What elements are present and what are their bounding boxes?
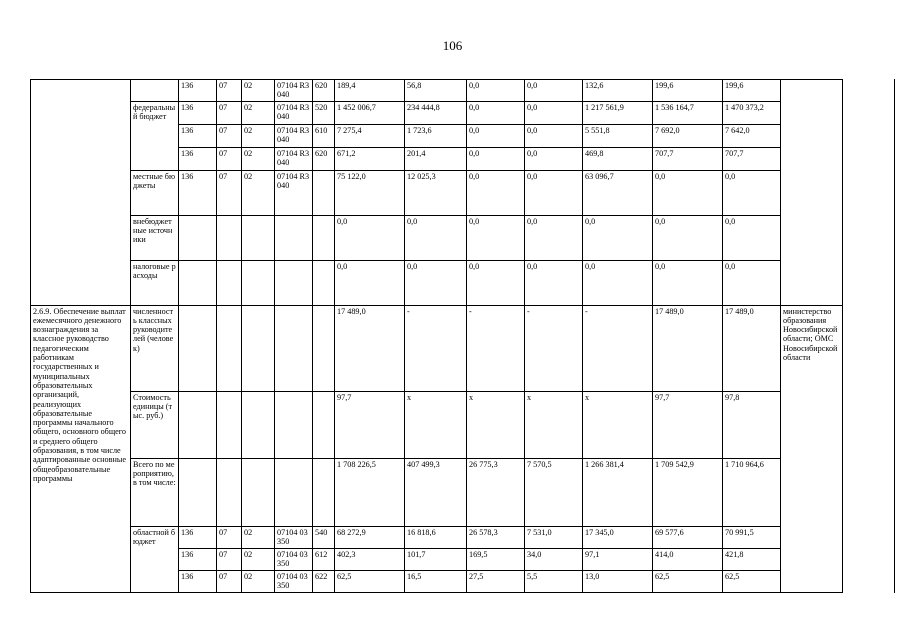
grbs-code <box>179 215 217 260</box>
value-cell: 63 096,7 <box>583 170 653 215</box>
value-cell: 0,0 <box>525 80 583 102</box>
vr-code: 520 <box>313 101 335 124</box>
value-cell: 1 709 542,9 <box>653 458 723 526</box>
value-cell: - <box>467 305 525 391</box>
vr-code <box>313 391 335 458</box>
csr-code <box>275 391 313 458</box>
value-cell: 5 551,8 <box>583 124 653 147</box>
value-cell: 407 499,3 <box>405 458 467 526</box>
table-row <box>31 80 895 102</box>
value-cell: 1 217 561,9 <box>583 101 653 124</box>
value-cell: 132,6 <box>583 80 653 102</box>
vr-code: 622 <box>313 570 335 592</box>
rz-code: 07 <box>217 101 242 124</box>
value-cell: 97,8 <box>723 391 781 458</box>
vr-code: 610 <box>313 124 335 147</box>
value-cell: 13,0 <box>583 570 653 592</box>
grbs-code: 136 <box>179 526 217 548</box>
csr-code <box>275 458 313 526</box>
pr-code: 02 <box>242 570 275 592</box>
budget-table <box>30 79 895 593</box>
value-cell: 402,3 <box>335 548 405 570</box>
value-cell: 16,5 <box>405 570 467 592</box>
rz-code <box>217 260 242 305</box>
executor-cell-empty <box>781 80 843 306</box>
vr-code <box>313 305 335 391</box>
grbs-code <box>179 305 217 391</box>
vr-code: 612 <box>313 548 335 570</box>
value-cell: 69 577,6 <box>653 526 723 548</box>
rz-code: 07 <box>217 570 242 592</box>
value-cell: 7 275,4 <box>335 124 405 147</box>
value-cell: 56,8 <box>405 80 467 102</box>
value-cell: 97,7 <box>653 391 723 458</box>
grbs-code: 136 <box>179 147 217 170</box>
executor-text: министерство образования Новосибирской области; ОМС Новосибирской области <box>781 305 843 592</box>
value-cell: 17 345,0 <box>583 526 653 548</box>
table-row <box>31 458 895 526</box>
value-cell: 421,8 <box>723 548 781 570</box>
value-cell: 5,5 <box>525 570 583 592</box>
pr-code: 02 <box>242 80 275 102</box>
event-cell-empty <box>31 80 131 306</box>
vr-code <box>313 170 335 215</box>
value-cell: 68 272,9 <box>335 526 405 548</box>
rz-code <box>217 215 242 260</box>
rz-code <box>217 458 242 526</box>
table-row <box>31 526 895 548</box>
csr-code: 07104 03350 <box>275 526 313 548</box>
value-cell: 0,0 <box>583 215 653 260</box>
csr-code: 07104 R3040 <box>275 101 313 124</box>
page-number: 106 <box>442 38 463 53</box>
value-cell: 62,5 <box>723 570 781 592</box>
csr-code <box>275 215 313 260</box>
value-cell: х <box>583 391 653 458</box>
source-label: численность классных руководителей (человек) <box>131 305 179 391</box>
value-cell: 70 991,5 <box>723 526 781 548</box>
table-row <box>31 170 895 215</box>
grbs-code <box>179 260 217 305</box>
csr-code: 07104 R3040 <box>275 147 313 170</box>
value-cell: 0,0 <box>467 101 525 124</box>
value-cell: 414,0 <box>653 548 723 570</box>
value-cell: 199,6 <box>653 80 723 102</box>
value-cell: 1 710 964,6 <box>723 458 781 526</box>
value-cell: 97,7 <box>335 391 405 458</box>
vr-code <box>313 260 335 305</box>
value-cell: 26 775,3 <box>467 458 525 526</box>
rz-code: 07 <box>217 548 242 570</box>
pr-code: 02 <box>242 124 275 147</box>
source-label: внебюджетные источники <box>131 215 179 260</box>
value-cell: 0,0 <box>723 215 781 260</box>
value-cell: 707,7 <box>653 147 723 170</box>
grbs-code: 136 <box>179 570 217 592</box>
source-label: Стоимость единицы (тыс. руб.) <box>131 391 179 458</box>
value-cell: 12 025,3 <box>405 170 467 215</box>
value-cell: 201,4 <box>405 147 467 170</box>
value-cell: 62,5 <box>335 570 405 592</box>
value-cell: 1 708 226,5 <box>335 458 405 526</box>
grbs-code: 136 <box>179 80 217 102</box>
value-cell: - <box>583 305 653 391</box>
csr-code: 07104 R3040 <box>275 124 313 147</box>
pr-code <box>242 391 275 458</box>
value-cell: 16 818,6 <box>405 526 467 548</box>
table-row <box>31 260 895 305</box>
value-cell: 199,6 <box>723 80 781 102</box>
value-cell: 26 578,3 <box>467 526 525 548</box>
pr-code: 02 <box>242 170 275 215</box>
value-cell: 0,0 <box>467 260 525 305</box>
vr-code: 620 <box>313 147 335 170</box>
value-cell: 0,0 <box>653 260 723 305</box>
pr-code <box>242 215 275 260</box>
value-cell: 0,0 <box>525 147 583 170</box>
pr-code: 02 <box>242 526 275 548</box>
source-label: налоговые расходы <box>131 260 179 305</box>
source-label: Всего по мероприятию, в том числе: <box>131 458 179 526</box>
vr-code: 540 <box>313 526 335 548</box>
value-cell: 707,7 <box>723 147 781 170</box>
value-cell: 0,0 <box>405 215 467 260</box>
value-cell: - <box>525 305 583 391</box>
value-cell: 0,0 <box>525 124 583 147</box>
value-cell: - <box>405 305 467 391</box>
value-cell: 17 489,0 <box>335 305 405 391</box>
vr-code <box>313 458 335 526</box>
value-cell: 75 122,0 <box>335 170 405 215</box>
value-cell: 0,0 <box>335 215 405 260</box>
value-cell: 0,0 <box>723 260 781 305</box>
source-cell <box>131 80 179 102</box>
value-cell: 1 536 164,7 <box>653 101 723 124</box>
grbs-code <box>179 458 217 526</box>
value-cell: 17 489,0 <box>723 305 781 391</box>
rz-code: 07 <box>217 147 242 170</box>
value-cell: 0,0 <box>335 260 405 305</box>
value-cell: 0,0 <box>653 170 723 215</box>
value-cell: 0,0 <box>583 260 653 305</box>
table-row <box>31 215 895 260</box>
csr-code <box>275 305 313 391</box>
value-cell: 0,0 <box>467 147 525 170</box>
value-cell: 0,0 <box>525 101 583 124</box>
value-cell: 469,8 <box>583 147 653 170</box>
value-cell: 169,5 <box>467 548 525 570</box>
rz-code <box>217 391 242 458</box>
grbs-code: 136 <box>179 101 217 124</box>
grbs-code: 136 <box>179 124 217 147</box>
value-cell: 101,7 <box>405 548 467 570</box>
value-cell: 7 531,0 <box>525 526 583 548</box>
value-cell: 17 489,0 <box>653 305 723 391</box>
table-row <box>31 305 895 391</box>
gap-cell <box>843 80 895 593</box>
value-cell: 1 452 006,7 <box>335 101 405 124</box>
value-cell: 62,5 <box>653 570 723 592</box>
value-cell: х <box>405 391 467 458</box>
rz-code: 07 <box>217 170 242 215</box>
source-label: местные бюджеты <box>131 170 179 215</box>
pr-code <box>242 260 275 305</box>
grbs-code: 136 <box>179 548 217 570</box>
value-cell: 0,0 <box>525 170 583 215</box>
pr-code <box>242 305 275 391</box>
value-cell: 7 692,0 <box>653 124 723 147</box>
value-cell: 97,1 <box>583 548 653 570</box>
value-cell: 0,0 <box>525 215 583 260</box>
value-cell: 34,0 <box>525 548 583 570</box>
rz-code: 07 <box>217 124 242 147</box>
value-cell: 234 444,8 <box>405 101 467 124</box>
value-cell: х <box>525 391 583 458</box>
value-cell: х <box>467 391 525 458</box>
table-row <box>31 391 895 458</box>
value-cell: 1 266 381,4 <box>583 458 653 526</box>
value-cell: 0,0 <box>467 80 525 102</box>
event-name: 2.6.9. Обеспечение выплат ежемесячного денежного вознаграждения за классное руководство педагогическим работникам государственных и муниципальных образовательных организаций, реализующих образовательные программы начального общего, основного общего и среднего общего образования, в том числе адаптированные основные общеобразовательные программы <box>31 305 131 592</box>
value-cell: 0,0 <box>653 215 723 260</box>
rz-code <box>217 305 242 391</box>
grbs-code <box>179 391 217 458</box>
source-label: федеральный бюджет <box>131 101 179 170</box>
value-cell: 0,0 <box>467 215 525 260</box>
rz-code: 07 <box>217 526 242 548</box>
value-cell: 0,0 <box>723 170 781 215</box>
grbs-code: 136 <box>179 170 217 215</box>
value-cell: 7 642,0 <box>723 124 781 147</box>
value-cell: 1 723,6 <box>405 124 467 147</box>
value-cell: 27,5 <box>467 570 525 592</box>
vr-code <box>313 215 335 260</box>
pr-code: 02 <box>242 101 275 124</box>
csr-code: 07104 R3040 <box>275 80 313 102</box>
value-cell: 7 570,5 <box>525 458 583 526</box>
value-cell: 189,4 <box>335 80 405 102</box>
value-cell: 0,0 <box>467 124 525 147</box>
value-cell: 671,2 <box>335 147 405 170</box>
value-cell: 0,0 <box>467 170 525 215</box>
value-cell: 1 470 373,2 <box>723 101 781 124</box>
source-label: областной бюджет <box>131 526 179 592</box>
table-row <box>31 101 895 124</box>
csr-code: 07104 R3040 <box>275 170 313 215</box>
csr-code <box>275 260 313 305</box>
pr-code: 02 <box>242 147 275 170</box>
pr-code <box>242 458 275 526</box>
vr-code: 620 <box>313 80 335 102</box>
value-cell: 0,0 <box>405 260 467 305</box>
csr-code: 07104 03350 <box>275 548 313 570</box>
csr-code: 07104 03350 <box>275 570 313 592</box>
rz-code: 07 <box>217 80 242 102</box>
value-cell: 0,0 <box>525 260 583 305</box>
pr-code: 02 <box>242 548 275 570</box>
